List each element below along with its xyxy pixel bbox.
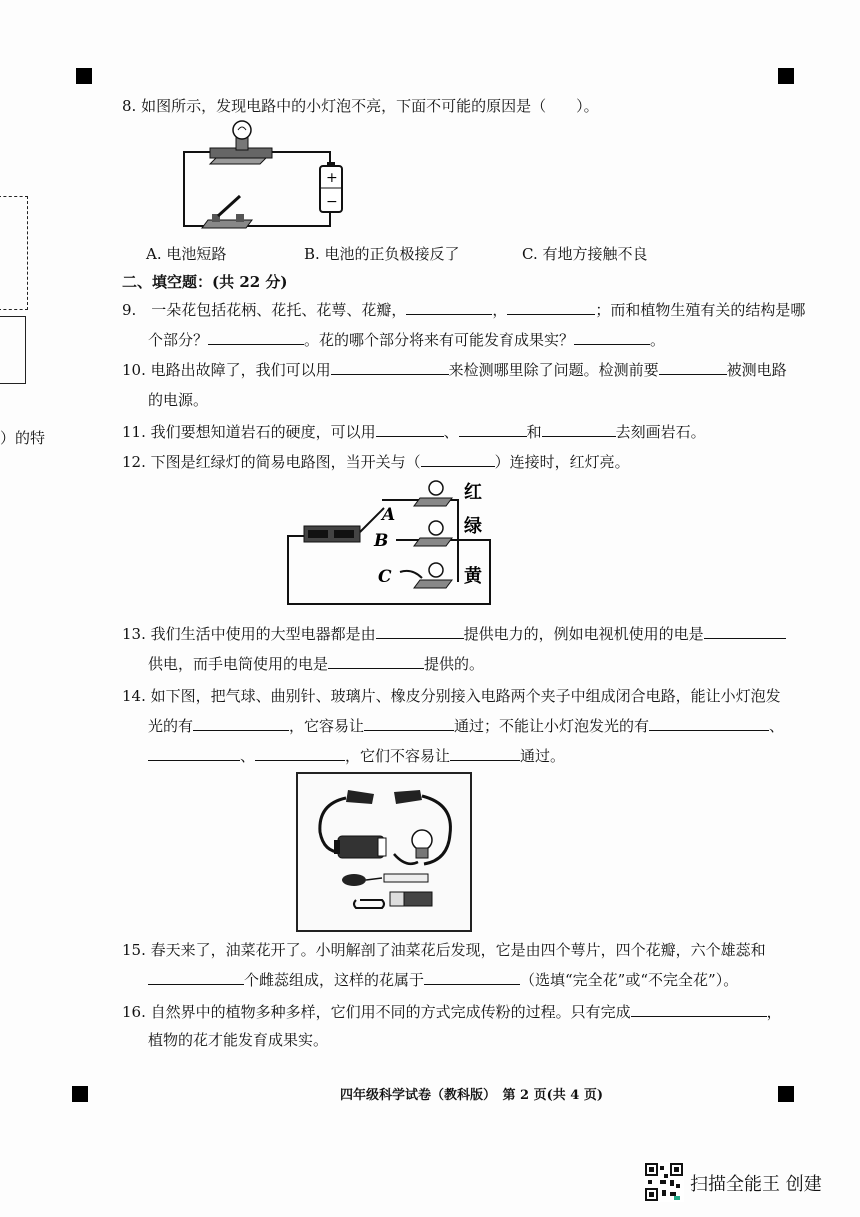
q16-text-1: 16. 自然界中的植物多种多样，它们用不同的方式完成传粉的过程。只有完成	[122, 1003, 631, 1021]
q12-text-1: 12. 下图是红绿灯的简易电路图，当开关与（	[122, 453, 421, 471]
q8-option-a: A. 电池短路	[146, 245, 227, 263]
label-a: A	[382, 505, 396, 525]
q10-line1	[122, 360, 787, 380]
q9-line2	[148, 330, 665, 350]
q12-text-2: ）连接时，红灯亮。	[494, 453, 630, 471]
qr-code-icon	[644, 1162, 684, 1202]
q11-line	[122, 422, 706, 442]
q11-blank-3[interactable]	[542, 422, 616, 437]
q14-blank-5[interactable]	[255, 746, 345, 761]
q14-line2	[148, 716, 784, 736]
q8-stem: 8. 如图所示，发现电路中的小灯泡不亮，下面不可能的原因是（ ）。	[122, 97, 599, 115]
q9-text-6: 。	[650, 331, 666, 349]
label-c: C	[378, 567, 392, 587]
label-green: 绿	[464, 516, 482, 537]
battery-minus-label: −	[326, 194, 338, 210]
section2-title: 二、填空题：(共 22 分)	[122, 273, 288, 291]
q14-text-6: 、	[240, 747, 256, 765]
q12-traffic-light-circuit	[282, 478, 496, 612]
q14-blank-2[interactable]	[364, 716, 454, 731]
label-yellow: 黄	[464, 566, 482, 587]
q12-line	[122, 452, 630, 472]
q11-text-1: 11. 我们要想知道岩石的硬度，可以用	[122, 423, 376, 441]
q15-text-3: （选填“完全花”或“不完全花”）。	[520, 971, 739, 989]
balloon-icon	[342, 874, 382, 886]
q13-text-2: 提供电力的，例如电视机使用的电是	[463, 625, 704, 643]
q9-blank-2[interactable]	[507, 300, 595, 315]
q11-blank-2[interactable]	[459, 422, 527, 437]
q16-line1	[122, 1002, 782, 1022]
q13-line1	[122, 624, 786, 644]
q10-blank-2[interactable]	[659, 360, 727, 375]
q14-text-8: 通过。	[520, 747, 566, 765]
battery-icon	[334, 836, 386, 858]
q11-text-2: 、	[443, 423, 459, 441]
red-lamp	[414, 481, 452, 506]
q10-text-2: 来检测哪里除了问题。检测前要	[448, 361, 659, 379]
q14-blank-3[interactable]	[649, 716, 769, 731]
label-b: B	[374, 531, 389, 551]
q13-blank-1[interactable]	[376, 624, 464, 639]
q8-option-b: B. 电池的正负极接反了	[304, 245, 460, 263]
battery-plus-label: +	[326, 170, 338, 186]
glass-slide-icon	[384, 874, 428, 882]
q14-circuit-materials-figure	[298, 774, 468, 928]
left-edge-box-upper	[0, 196, 28, 310]
q15-line1: 15. 春天来了，油菜花开了。小明解剖了油菜花后发现，它是由四个萼片，四个花瓣，六个雄蕊和	[122, 941, 766, 959]
registration-mark-top-left	[76, 68, 92, 84]
q14-text-4: 通过；不能让小灯泡发光的有	[454, 717, 650, 735]
q14-text-3: ，它容易让	[289, 717, 365, 735]
q9-blank-1[interactable]	[406, 300, 492, 315]
q13-text-3: 供电，而手电筒使用的电是	[148, 655, 329, 673]
q9-text-5: 。花的哪个部分将来有可能发育成果实？	[304, 331, 575, 349]
q9-text-4: 个部分？	[148, 331, 209, 349]
bulb-icon	[412, 830, 432, 858]
q13-text-4: 提供的。	[424, 655, 485, 673]
q14-blank-1[interactable]	[193, 716, 289, 731]
q13-blank-3[interactable]	[328, 654, 424, 669]
q11-blank-1[interactable]	[376, 422, 444, 437]
q16-text-2: ，	[766, 1003, 782, 1021]
eraser-icon	[390, 892, 432, 906]
left-edge-box-lower	[0, 316, 26, 384]
q10-line2: 的电源。	[148, 391, 209, 409]
q14-line3	[148, 746, 565, 766]
q16-line2: 植物的花才能发育成果实。	[148, 1031, 329, 1049]
q9-text-1: 9. 一朵花包括花柄、花托、花萼、花瓣，	[122, 301, 407, 319]
registration-mark-bottom-left	[72, 1086, 88, 1102]
q9-text-2: ，	[492, 301, 508, 319]
q9-blank-3[interactable]	[208, 330, 304, 345]
scanner-brand-text: 扫描全能王 创建	[690, 1174, 822, 1195]
q10-text-1: 10. 电路出故障了，我们可以用	[122, 361, 331, 379]
q9-line1	[122, 300, 805, 320]
paperclip-icon	[354, 900, 384, 908]
q14-text-2: 光的有	[148, 717, 194, 735]
label-red: 红	[464, 482, 482, 503]
q10-text-3: 被测电路	[726, 361, 787, 379]
q8-option-c: C. 有地方接触不良	[522, 245, 648, 263]
q14-blank-4[interactable]	[148, 746, 240, 761]
q14-blank-6[interactable]	[450, 746, 520, 761]
page-footer: 四年级科学试卷（教科版） 第 2 页(共 4 页)	[340, 1088, 603, 1103]
clip-left-icon	[346, 790, 374, 804]
q13-line2	[148, 654, 484, 674]
registration-mark-bottom-right	[778, 1086, 794, 1102]
q14-text-5: 、	[769, 717, 785, 735]
q15-line2	[148, 970, 738, 990]
q15-blank-2[interactable]	[424, 970, 520, 985]
q13-blank-2[interactable]	[704, 624, 786, 639]
q16-blank-1[interactable]	[631, 1002, 767, 1017]
q14-text-7: ，它们不容易让	[345, 747, 451, 765]
q14-line1: 14. 如下图，把气球、曲别针、玻璃片、橡皮分别接入电路两个夹子中组成闭合电路，能让小灯泡发	[122, 687, 781, 705]
q11-text-4: 去刻画岩石。	[615, 423, 706, 441]
registration-mark-top-right	[778, 68, 794, 84]
q12-blank-1[interactable]	[421, 452, 495, 467]
q9-text-3: ；而和植物生殖有关的结构是哪	[595, 301, 806, 319]
q9-blank-4[interactable]	[574, 330, 650, 345]
left-edge-text: ）的特	[0, 429, 46, 447]
clip-right-icon	[394, 790, 422, 804]
q15-text-2: 个雌蕊组成，这样的花属于	[244, 971, 425, 989]
q11-text-3: 和	[526, 423, 542, 441]
q13-text-1: 13. 我们生活中使用的大型电器都是由	[122, 625, 376, 643]
q15-blank-1[interactable]	[148, 970, 244, 985]
q8-circuit-figure	[180, 116, 350, 232]
green-lamp	[414, 521, 452, 546]
q10-blank-1[interactable]	[331, 360, 449, 375]
